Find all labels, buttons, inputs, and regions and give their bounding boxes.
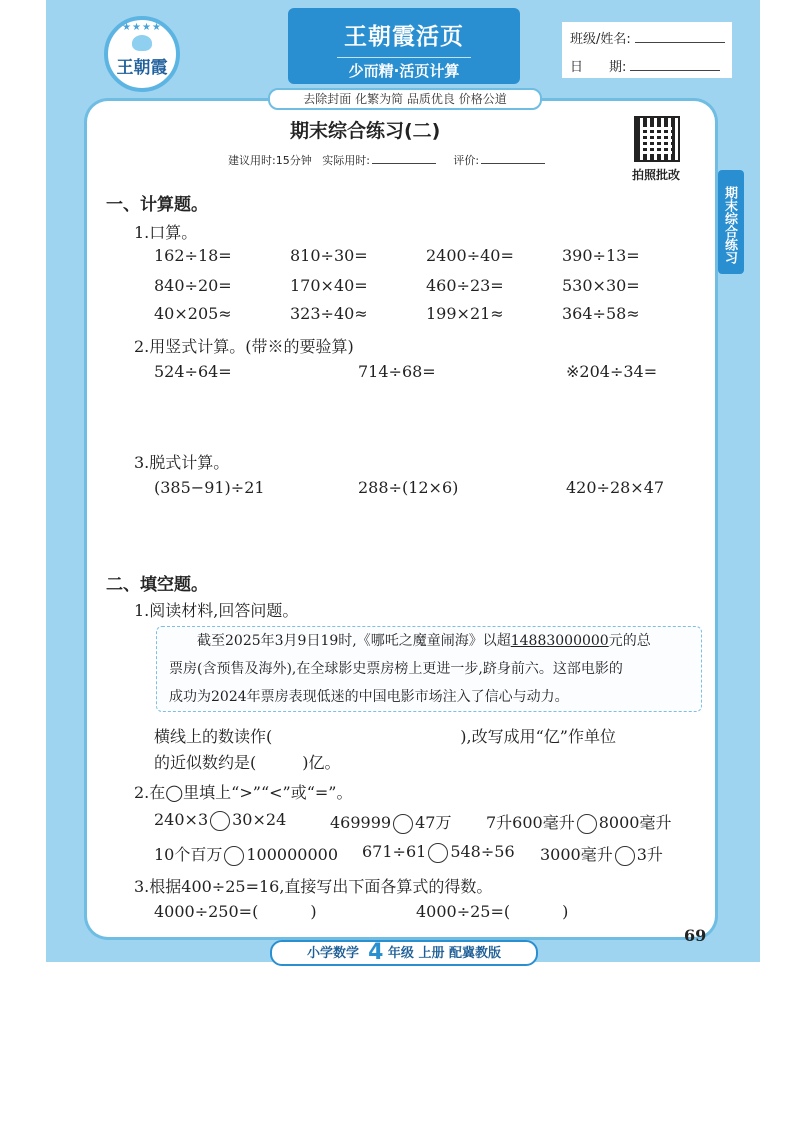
- compare-item: [154, 810, 286, 831]
- oral-item: 840÷20=: [154, 276, 232, 295]
- compare-right: 8000毫升: [598, 813, 672, 832]
- oral-item: 199×21≈: [426, 304, 504, 323]
- compare-item: [330, 810, 451, 834]
- oral-item: 364÷58≈: [562, 304, 640, 323]
- footer-edition: 年级 上册 配冀教版: [387, 946, 501, 961]
- footer-label: [270, 940, 538, 966]
- compare-left: 7升600毫升: [486, 813, 575, 832]
- score-label: 评价:: [453, 154, 480, 167]
- actual-time-label: 实际用时:: [322, 154, 370, 167]
- date-row: [570, 56, 720, 75]
- derive-text: 4000÷250=(: [154, 902, 259, 921]
- compare-item: [486, 810, 671, 834]
- score-field[interactable]: [481, 163, 545, 164]
- page-title: 期末综合练习(二): [290, 120, 441, 142]
- material-line: [169, 627, 689, 655]
- material-line: 票房(含预售及海外),在全球影史票房榜上更进一步,跻身前六。这部电影的: [169, 661, 623, 677]
- section2-heading: 二、填空题。: [106, 575, 208, 595]
- compare-left: 3000毫升: [540, 845, 613, 864]
- slogan: 去除封面 化繁为简 品质优良 价格公道: [268, 88, 542, 110]
- qr-label: 拍照批改: [632, 168, 681, 182]
- q1-label: 1.口算。: [134, 223, 198, 242]
- timing-row: [228, 152, 559, 168]
- answer-line: [154, 724, 616, 747]
- material-text: 元的总: [608, 633, 651, 649]
- s2-q2-label: 2.在◯里填上“>”“<”或“=”。: [134, 783, 353, 802]
- oral-item: 460÷23=: [426, 276, 504, 295]
- s2-q3-label: 3.根据400÷25=16,直接写出下面各算式的得数。: [134, 877, 493, 896]
- q2-label: 2.用竖式计算。(带※的要验算): [134, 337, 354, 356]
- derive-text: 4000÷25=(: [416, 902, 511, 921]
- brand-tagline: 少而精·活页计算: [337, 57, 472, 83]
- derive-close: ): [562, 902, 569, 921]
- stepwise-item: (385−91)÷21: [154, 478, 265, 497]
- oral-item: 810÷30=: [290, 246, 368, 265]
- answer-text: )亿。: [302, 753, 341, 772]
- brand-banner: [288, 8, 520, 84]
- section1-heading: 一、计算题。: [106, 195, 208, 215]
- page-number: 69: [684, 926, 707, 945]
- material-line: 成功为2024年票房表现低迷的中国电影市场注入了信心与动力。: [169, 689, 569, 705]
- compare-right: 30×24: [232, 810, 287, 829]
- compare-circle[interactable]: [428, 843, 448, 863]
- vertical-item: 524÷64=: [154, 362, 232, 381]
- vertical-item: ※204÷34=: [566, 362, 658, 381]
- answer-text: ),改写成用“亿”作单位: [460, 727, 616, 746]
- compare-circle[interactable]: [210, 811, 230, 831]
- compare-item: [154, 842, 338, 866]
- answer-text: 横线上的数读作(: [154, 727, 273, 746]
- compare-circle[interactable]: [577, 814, 597, 834]
- compare-circle[interactable]: [393, 814, 413, 834]
- compare-left: 469999: [330, 813, 392, 832]
- material-text: 截至2025年3月9日19时,《哪吒之魔童闹海》以超: [197, 633, 511, 649]
- answer-text: 的近似数约是(: [154, 753, 257, 772]
- side-tab: 期末综合练习: [718, 170, 744, 274]
- derive-item: [154, 902, 317, 921]
- compare-item: [540, 842, 663, 866]
- qr-code-icon[interactable]: [634, 116, 680, 162]
- mascot-icon: [132, 35, 152, 51]
- compare-right: 548÷56: [450, 842, 515, 861]
- compare-right: 3升: [636, 845, 663, 864]
- stars-icon: ★★★★: [122, 22, 162, 33]
- oral-item: 530×30=: [562, 276, 640, 295]
- derive-item: [416, 902, 568, 921]
- stepwise-item: 288÷(12×6): [358, 478, 459, 497]
- oral-item: 170×40=: [290, 276, 368, 295]
- vertical-item: 714÷68=: [358, 362, 436, 381]
- suggested-time: 建议用时:15分钟: [228, 154, 312, 167]
- class-name-row: [570, 28, 725, 47]
- compare-left: 10个百万: [154, 845, 223, 864]
- compare-left: 240×3: [154, 810, 209, 829]
- oral-item: 323÷40≈: [290, 304, 368, 323]
- compare-left: 671÷61: [362, 842, 427, 861]
- oral-item: 390÷13=: [562, 246, 640, 265]
- oral-item: 40×205≈: [154, 304, 232, 323]
- compare-item: [362, 842, 515, 863]
- compare-right: 47万: [415, 813, 452, 832]
- student-info-box: [562, 22, 732, 78]
- reading-material: [156, 626, 702, 712]
- oral-item: 2400÷40=: [426, 246, 514, 265]
- compare-right: 100000000: [246, 845, 338, 864]
- date-field[interactable]: [630, 70, 720, 71]
- logo-name: 王朝霞: [116, 58, 168, 78]
- material-number: 14883000000: [510, 633, 609, 649]
- stepwise-item: 420÷28×47: [566, 478, 665, 497]
- s2-q1-label: 1.阅读材料,回答问题。: [134, 601, 299, 620]
- brand-title: 王朝霞活页: [344, 24, 464, 50]
- footer-subject: 小学数学: [307, 946, 360, 961]
- q3-label: 3.脱式计算。: [134, 453, 230, 472]
- compare-circle[interactable]: [224, 846, 244, 866]
- derive-close: ): [310, 902, 317, 921]
- brand-logo: [104, 16, 180, 92]
- answer-line: [154, 750, 341, 773]
- date-label: 日 期:: [570, 60, 627, 75]
- oral-item: 162÷18=: [154, 246, 232, 265]
- compare-circle[interactable]: [615, 846, 635, 866]
- class-name-field[interactable]: [635, 42, 725, 43]
- class-name-label: 班级/姓名:: [570, 32, 631, 47]
- actual-time-field[interactable]: [372, 163, 436, 164]
- footer-grade: 4: [368, 940, 384, 965]
